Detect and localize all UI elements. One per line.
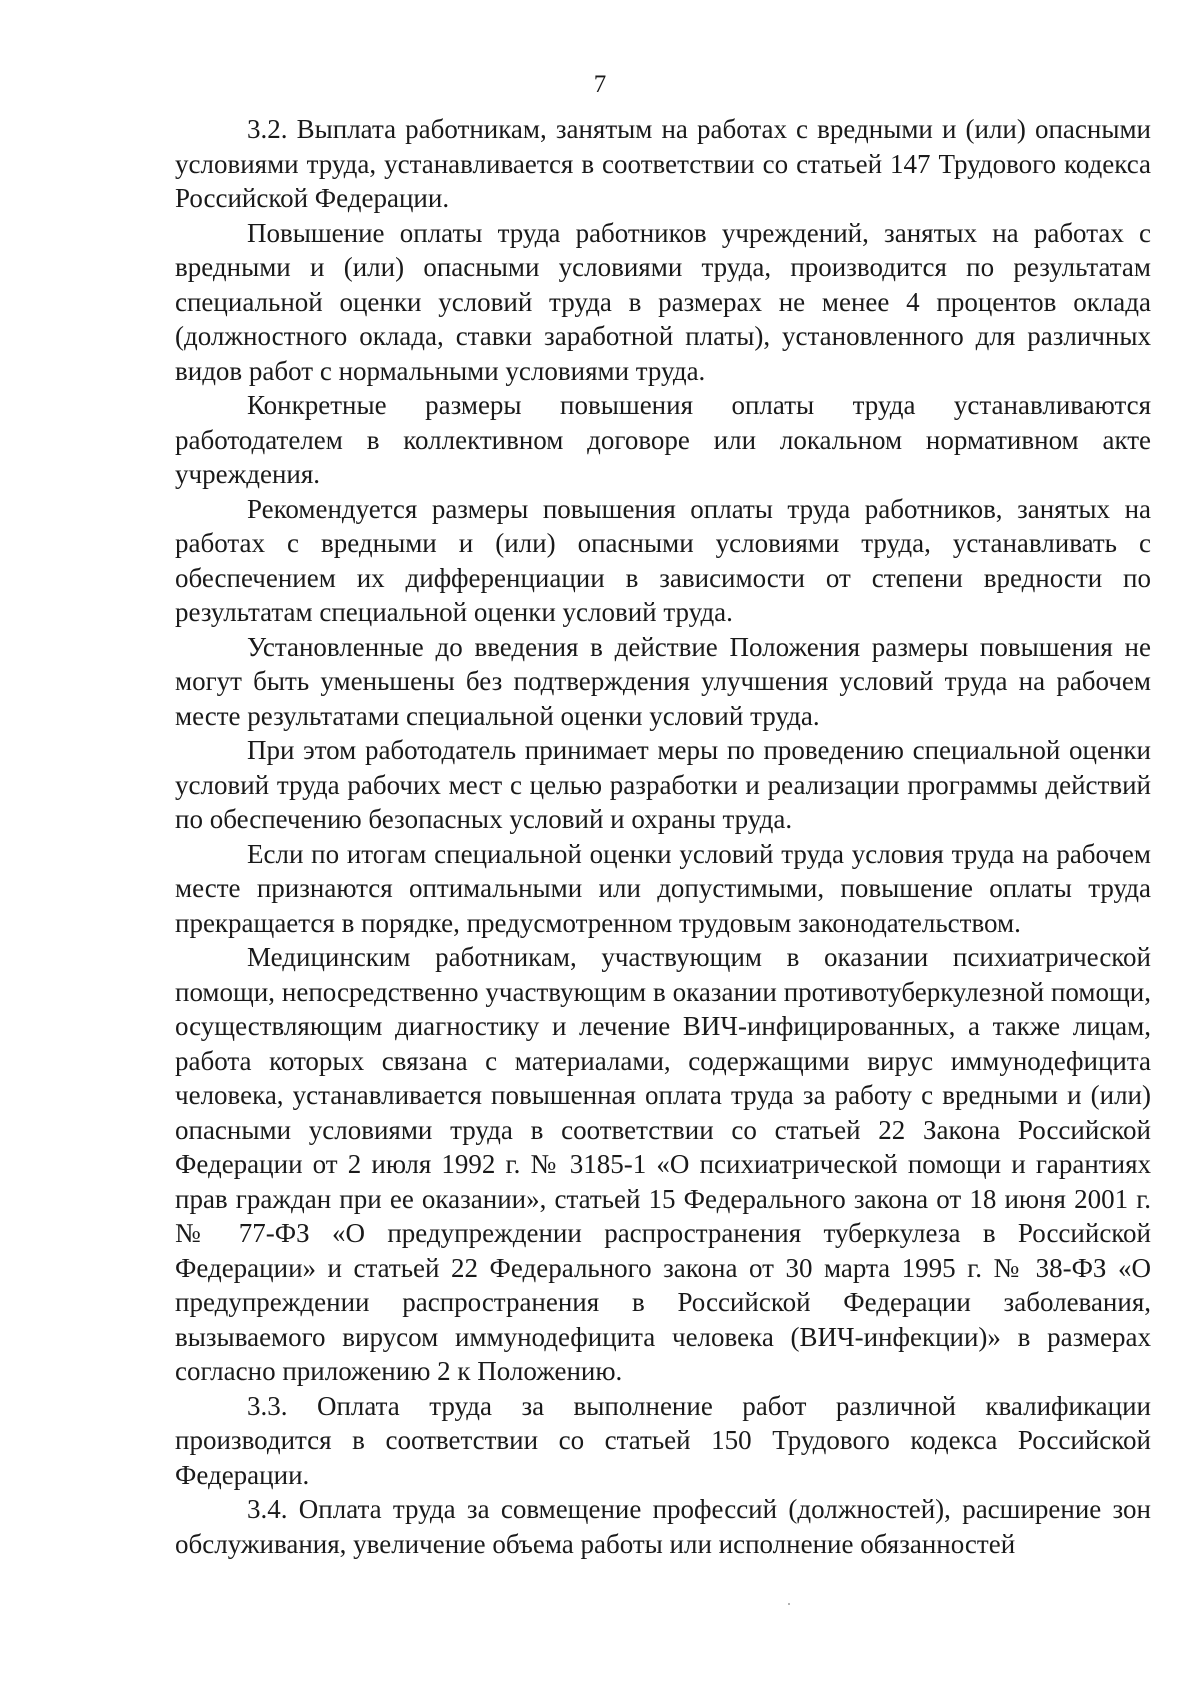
paragraph-3-3: 3.3. Оплата труда за выполнение работ различной квалификации производится в соответствии со статьей 150 Трудового кодекса Российской Федерации. [175,1390,1151,1490]
paragraph-3-2: 3.2. Выплата работникам, занятым на работах с вредными и (или) опасными условиями труда, устанавливается в соответствии со статьей 147 Трудового кодекса Российской Федерации. [175,114,1151,213]
paragraph-recommended-sizes: Рекомендуется размеры повышения оплаты труда работников, занятых на работах с вредными и (или) опасными условиями труда, устанавливать с обеспечением их дифференциации в зависимости от степени вредности по результатам специальной оценки условий труда. [175,493,1151,627]
paragraph-specific-sizes: Конкретные размеры повышения оплаты труда устанавливаются работодателем в коллективном договоре или локальном нормативном акте учреждения. [175,390,1151,489]
paragraph-3-4: 3.4. Оплата труда за совмещение профессий (должностей), расширение зон обслуживания, увеличение объема работы или исполнение обязанностей [175,1494,1151,1559]
paragraph-employer-measures: При этом работодатель принимает меры по проведению специальной оценки условий труда рабочих мест с целью разработки и реализации программы действий по обеспечению безопасных условий и охраны труда. [175,735,1151,834]
page-number: 7 [593,71,607,98]
paragraph-pay-increase: Повышение оплаты труда работников учреждений, занятых на работах с вредными и (или) опасными условиями труда, производится по результатам специальной оценки условий труда в размерах не менее 4 процентов оклада (должностного оклада, ставки заработной платы), установленного для различных видов работ с нормальными условиями труда. [175,217,1151,386]
paragraph-established-sizes: Установленные до введения в действие Положения размеры повышения не могут быть уменьшены без подтверждения улучшения условий труда на рабочем месте результатами специальной оценки условий труда. [175,631,1151,731]
paragraph-optimal-conditions: Если по итогам специальной оценки условий труда условия труда на рабочем месте признаются оптимальными или допустимыми, повышение оплаты труда прекращается в порядке, предусмотренном трудовым законодательством. [175,838,1151,938]
document-body [175,112,1151,1561]
paragraph-medical-workers: Медицинским работникам, участвующим в оказании психиатрической помощи, непосредственно участвующим в оказании противотуберкулезной помощи, осуществляющим диагностику и лечение ВИЧ-инфицированных, а также лицам, работа которых связана с материалами, содержащими вирус иммунодефицита человека, устанавливается повышенная оплата труда за работу с вредными и (или) опасными условиями труда в соответствии со статьей 22 Закона Российской Федерации от 2 июля 1992 г. № 3185-1 «О психиатрической помощи и гарантиях прав граждан при ее оказании», статьей 15 Федерального закона от 18 июня 2001 г. № 77-ФЗ «О предупреждении распространения туберкулеза в Российской Федерации» и статьей 22 Федерального закона от 30 марта 1995 г. № 38-ФЗ «О предупреждении распространения в Российской Федерации заболевания, вызываемого вирусом иммунодефицита человека (ВИЧ-инфекции)» в размерах согласно приложению 2 к Положению. [175,942,1151,1386]
scan-speck [788,1603,790,1605]
